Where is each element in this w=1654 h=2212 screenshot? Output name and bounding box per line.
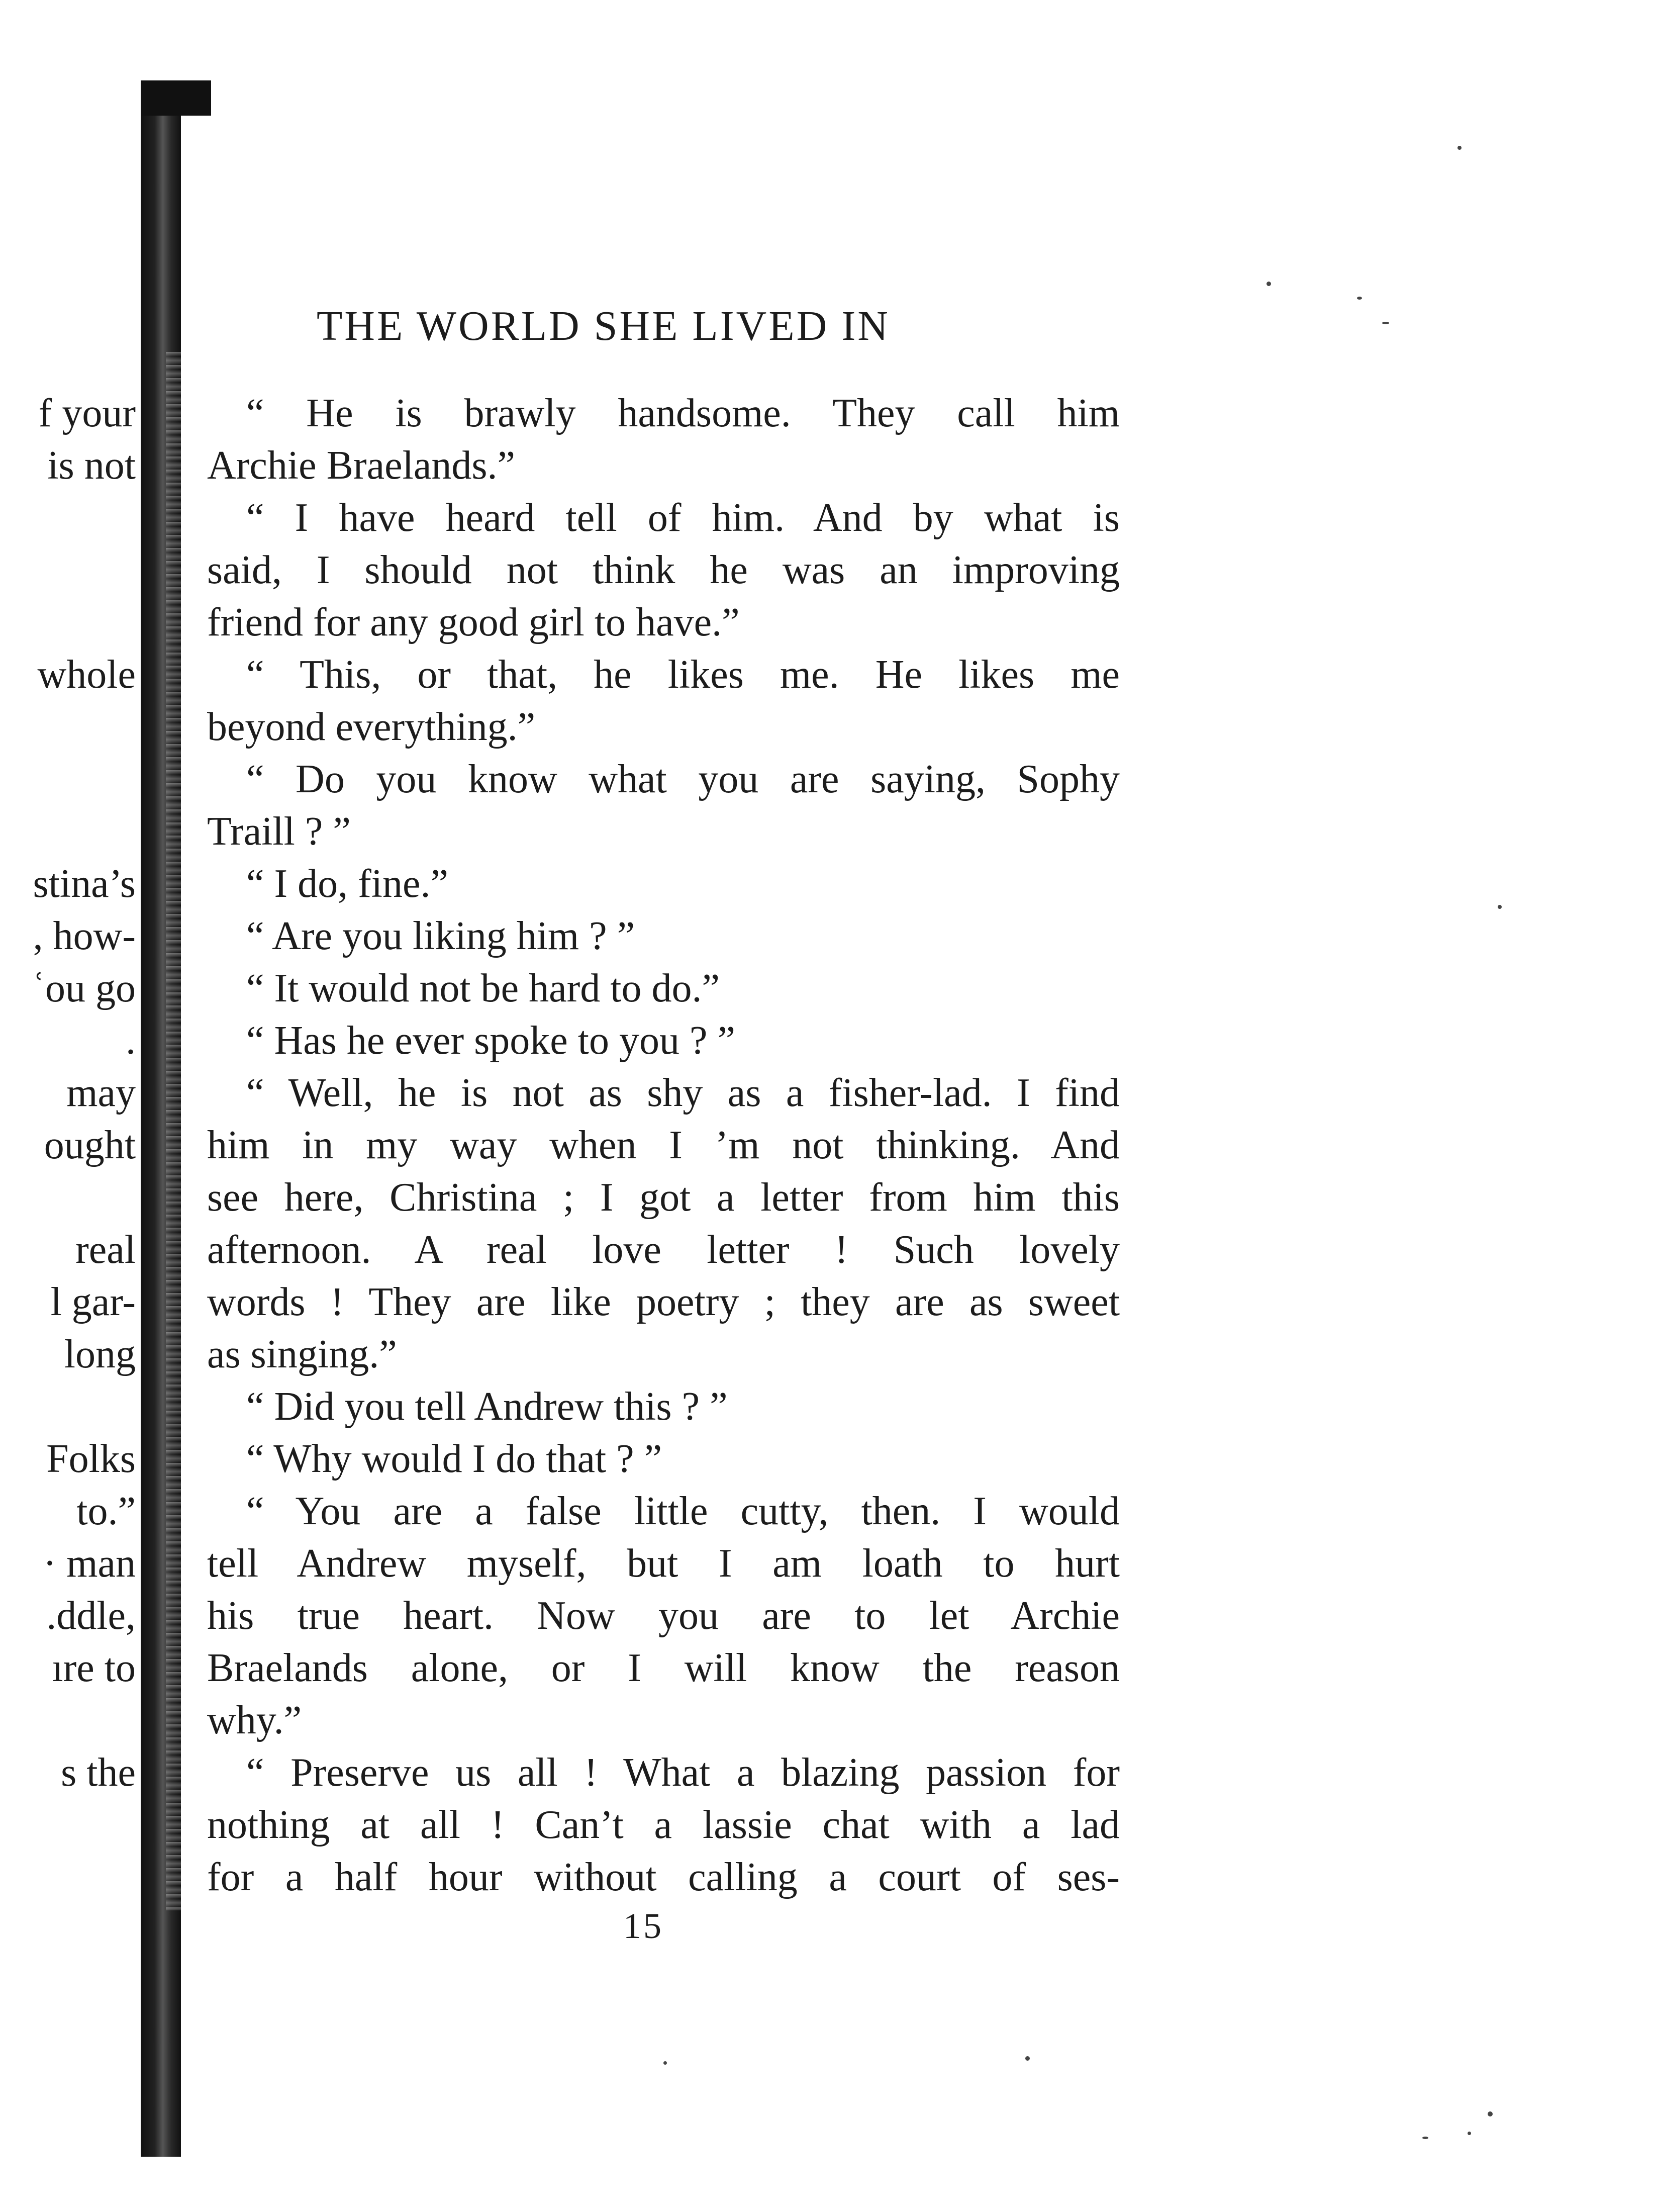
text-line: him in my way when I ’m not thinking. And	[207, 1123, 1120, 1167]
margin-fragment: .	[126, 1019, 136, 1063]
scan-speck	[1357, 297, 1362, 300]
text-line: “ Well, he is not as shy as a fisher-lad. I find	[246, 1071, 1120, 1115]
text-line: Traill ? ”	[207, 809, 351, 854]
margin-fragment: stina’s	[33, 862, 136, 906]
margin-fragment: ʿou go	[32, 966, 136, 1010]
text-line: “ Do you know what you are saying, Sophy	[246, 757, 1120, 801]
running-head: THE WORLD SHE LIVED IN	[317, 303, 890, 349]
scan-speck	[1422, 2137, 1428, 2139]
text-line: said, I should not think he was an improving	[207, 548, 1120, 592]
scan-speck	[1382, 322, 1389, 324]
text-line: “ Did you tell Andrew this ? ”	[246, 1385, 728, 1429]
scan-speck	[1498, 905, 1502, 909]
text-line: as singing.”	[207, 1332, 397, 1376]
margin-fragment: .ddle,	[46, 1594, 136, 1638]
text-line: “ Has he ever spoke to you ? ”	[246, 1019, 735, 1063]
margin-fragment: l gar-	[50, 1280, 136, 1324]
text-line: nothing at all ! Can’t a lassie chat with a lad	[207, 1803, 1120, 1847]
text-line: words ! They are like poetry ; they are as sweet	[207, 1280, 1120, 1324]
margin-fragment: · man	[43, 1541, 136, 1586]
margin-fragment: f your	[38, 391, 136, 435]
text-line: “ Are you liking him ? ”	[246, 914, 635, 958]
text-line: Braelands alone, or I will know the reason	[207, 1646, 1120, 1690]
margin-fragment: s the	[61, 1750, 136, 1795]
text-line: “ Preserve us all ! What a blazing passion for	[246, 1750, 1120, 1795]
margin-fragment: is not	[47, 443, 136, 488]
page-number: 15	[623, 1906, 663, 1946]
binding-gutter-notch	[141, 80, 211, 116]
scan-speck	[1468, 2132, 1471, 2135]
margin-fragment: real	[75, 1228, 136, 1272]
text-line: “ Why would I do that ? ”	[246, 1437, 662, 1481]
scan-speck	[1488, 2111, 1493, 2116]
text-line: “ I have heard tell of him. And by what is	[246, 496, 1120, 540]
text-line: why.”	[207, 1698, 302, 1742]
margin-fragment: ıre to	[52, 1646, 136, 1690]
margin-fragment: long	[64, 1332, 136, 1376]
scan-speck	[1025, 2056, 1030, 2061]
margin-fragment: Folks	[46, 1437, 136, 1481]
text-line: “ You are a false little cutty, then. I would	[246, 1489, 1120, 1533]
margin-fragment: to.”	[76, 1489, 136, 1533]
body-text	[207, 387, 1120, 1903]
scan-speck	[1267, 282, 1271, 286]
text-line: Archie Braelands.”	[207, 443, 516, 488]
binding-gutter-texture	[166, 352, 186, 1910]
text-line: “ This, or that, he likes me. He likes me	[246, 653, 1120, 697]
text-line: “ I do, fine.”	[246, 862, 449, 906]
text-line: for a half hour without calling a court of ses-	[207, 1855, 1120, 1899]
text-line: tell Andrew myself, but I am loath to hurt	[207, 1541, 1120, 1586]
scan-speck	[663, 2061, 667, 2065]
margin-fragment: whole	[37, 653, 136, 697]
text-line: friend for any good girl to have.”	[207, 600, 740, 644]
text-line: see here, Christina ; I got a letter from him this	[207, 1175, 1120, 1220]
margin-fragment: ought	[44, 1123, 136, 1167]
scan-speck	[1457, 146, 1462, 150]
text-line: “ It would not be hard to do.”	[246, 966, 720, 1010]
text-line: his true heart. Now you are to let Archie	[207, 1594, 1120, 1638]
margin-fragment: , how-	[33, 914, 136, 958]
margin-fragment: may	[66, 1071, 136, 1115]
text-line: beyond everything.”	[207, 705, 536, 749]
text-line: afternoon. A real love letter ! Such lovely	[207, 1228, 1120, 1272]
text-line: “ He is brawly handsome. They call him	[246, 391, 1120, 435]
